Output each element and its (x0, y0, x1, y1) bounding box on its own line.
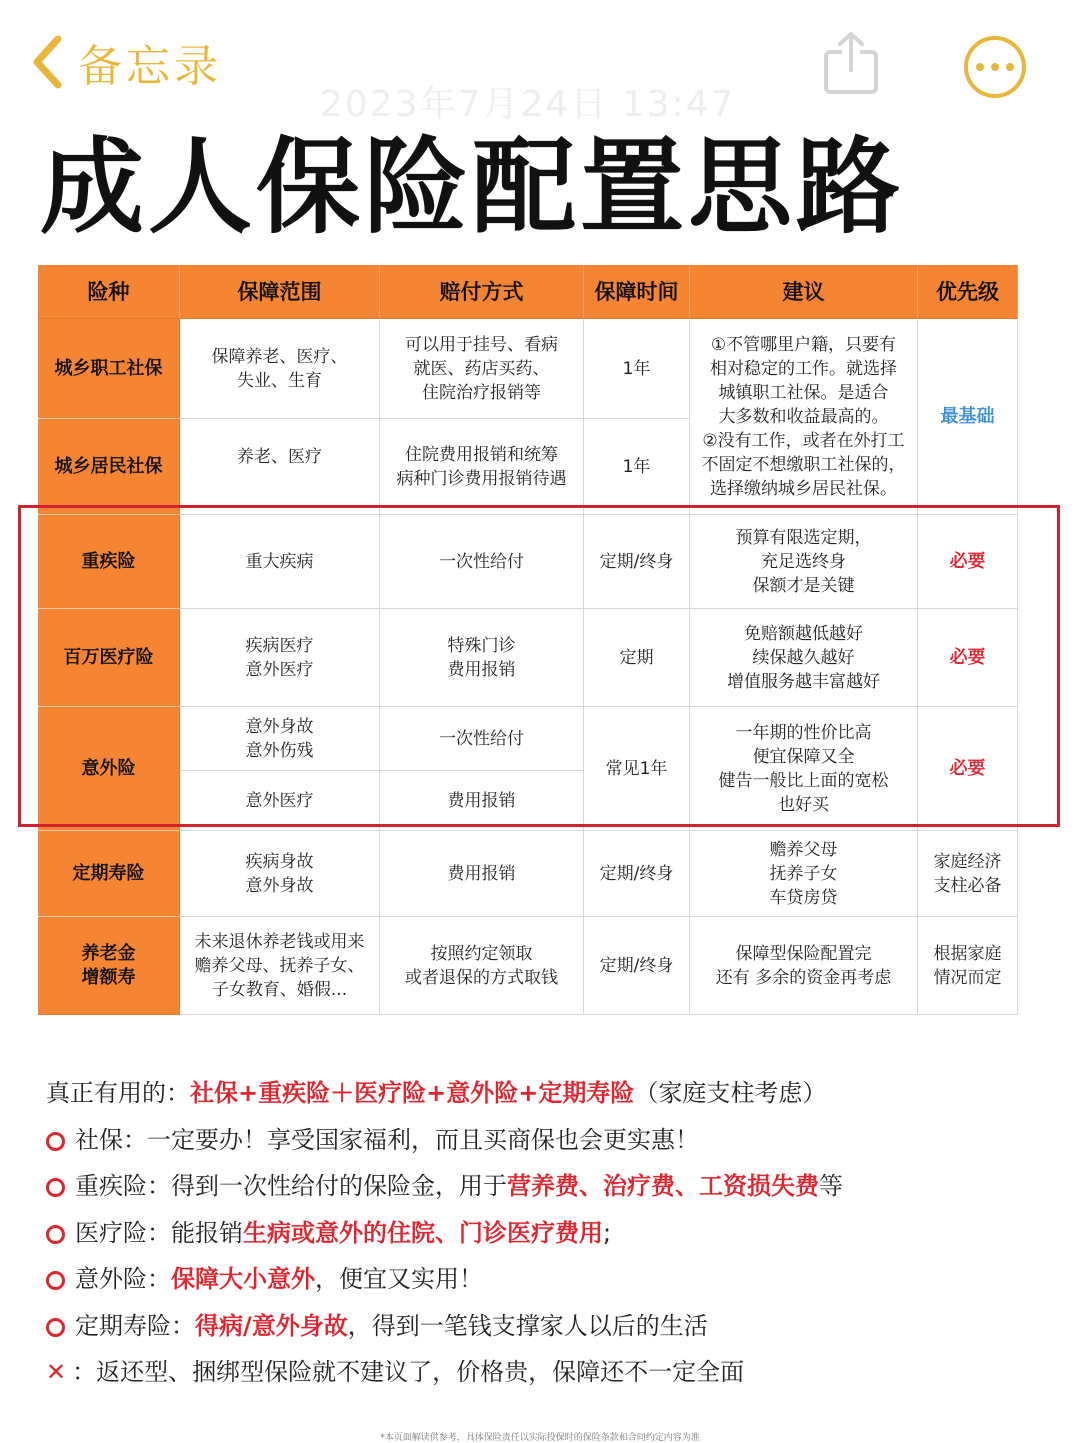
priority-cell: 根据家庭 情况而定 (918, 917, 1018, 1015)
dot-icon (991, 63, 999, 71)
row-header: 城乡居民社保 (38, 419, 180, 515)
table-cell: 定期/终身 (584, 831, 690, 917)
note-emphasis: 保障大小意外 (171, 1265, 315, 1293)
note-text: 社保：一定要办！享受国家福利，而且买商保也会更实惠！ (75, 1125, 699, 1154)
row-header: 百万医疗险 (38, 609, 180, 707)
table-cell: 预算有限选定期， 充足选终身 保额才是关键 (690, 515, 918, 609)
note-text: ; (603, 1218, 612, 1247)
priority-cell: 家庭经济 支柱必备 (918, 831, 1018, 917)
share-icon[interactable] (822, 30, 880, 96)
column-header: 险种 (38, 265, 180, 319)
social-advice-cell: ①不管哪里户籍，只要有 相对稳定的工作。就选择 城镇职工社保。是适合 大多数和收益最高的。 ②没有工作，或者在外打工 不固定不想缴职工社保的， 选择缴纳城乡居民社保。 (690, 319, 918, 515)
note-date: 2023年7月24日 13:47 (320, 84, 736, 125)
circle-icon (46, 1178, 65, 1197)
table-cell: 免赔额越低越好 续保越久越好 增值服务越丰富越好 (690, 609, 918, 707)
column-header: 建议 (690, 265, 918, 319)
summary-emphasis: 社保+重疾险＋医疗险+意外险+定期寿险 (190, 1079, 635, 1107)
table-cell: 定期/终身 (584, 917, 690, 1015)
row-header: 城乡职工社保 (38, 319, 180, 419)
table-cell: 意外身故 意外伤残 (180, 707, 380, 771)
table-cell: 赡养父母 抚养子女 车贷房贷 (690, 831, 918, 917)
column-header: 优先级 (918, 265, 1018, 319)
summary-prefix: 真正有用的： (46, 1079, 190, 1107)
note-emphasis: 得病/意外身故 (195, 1311, 348, 1340)
note-text: 等 (819, 1172, 843, 1200)
table-cell: 疾病医疗 意外医疗 (180, 609, 380, 707)
cross-icon: ✕ (46, 1358, 67, 1386)
row-header: 定期寿险 (38, 831, 180, 917)
table-cell: 费用报销 (380, 771, 584, 831)
column-header: 保障范围 (180, 265, 380, 319)
dot-icon (1006, 63, 1014, 71)
table-cell: 按照约定领取 或者退保的方式取钱 (380, 917, 584, 1015)
note-item (46, 1349, 1056, 1396)
note-emphasis: 生病或意外的住院、门诊医疗费用 (243, 1218, 603, 1247)
summary-suffix: （家庭支柱考虑） (634, 1079, 827, 1107)
table-cell: 费用报销 (380, 831, 584, 917)
priority-cell: 必要 (918, 515, 1018, 609)
row-header: 意外险 (38, 707, 180, 831)
circle-icon (46, 1271, 65, 1290)
row-header: 重疾险 (38, 515, 180, 609)
priority-cell: 最基础 (918, 319, 1018, 515)
table-cell: 重大疾病 (180, 515, 380, 609)
chevron-left-icon (30, 33, 64, 91)
column-header: 保障时间 (584, 265, 690, 319)
table-cell: 保障型保险配置完 还有 多余的资金再考虑 (690, 917, 918, 1015)
table-cell: 1年 (584, 319, 690, 419)
priority-cell: 必要 (918, 707, 1018, 831)
circle-icon (46, 1132, 65, 1151)
note-item (46, 1303, 1056, 1350)
table-cell: 特殊门诊 费用报销 (380, 609, 584, 707)
table-cell: 住院费用报销和统筹 病种门诊费用报销待遇 (380, 419, 584, 515)
note-item (46, 1117, 1056, 1164)
table-cell: 可以用于挂号、看病 就医、药店买药、 住院治疗报销等 (380, 319, 584, 419)
note-emphasis: 营养费、治疗费、工资损失费 (507, 1172, 819, 1200)
note-text: 医疗险：能报销 (75, 1218, 243, 1247)
table-cell: 一次性给付 (380, 515, 584, 609)
insurance-table (38, 265, 1018, 1015)
note-text: 重疾险：得到一次性给付的保险金，用于 (75, 1172, 507, 1200)
note-item (46, 1210, 1056, 1257)
table-cell: 保障养老、医疗、 失业、生育 (180, 319, 380, 419)
table-cell: 意外医疗 (180, 771, 380, 831)
table-cell: 未来退休养老钱或用来 赡养父母、抚养子女、 子女教育、婚假... (180, 917, 380, 1015)
notes-section (46, 1070, 1056, 1396)
note-text: 定期寿险： (75, 1311, 195, 1340)
back-label: 备忘录 (78, 41, 222, 92)
circle-icon (46, 1225, 65, 1244)
back-button[interactable] (30, 30, 222, 94)
table-cell: 一次性给付 (380, 707, 584, 771)
table-cell: 一年期的性价比高 便宜保障又全 健告一般比上面的宽松 也好买 (690, 707, 918, 831)
summary-line (46, 1070, 1056, 1117)
table-cell: 养老、医疗 (180, 419, 380, 515)
table-cell: 疾病身故 意外身故 (180, 831, 380, 917)
table-cell: 定期 (584, 609, 690, 707)
table-cell: 定期/终身 (584, 515, 690, 609)
note-text: ，得到一笔钱支撑家人以后的生活 (347, 1311, 708, 1340)
table-cell: 常见1年 (584, 707, 690, 831)
priority-cell: 必要 (918, 609, 1018, 707)
column-header: 赔付方式 (380, 265, 584, 319)
note-text: 意外险： (75, 1265, 171, 1293)
dot-icon (976, 63, 984, 71)
row-header: 养老金 增额寿 (38, 917, 180, 1015)
note-text: ，便宜又实用！ (315, 1265, 483, 1293)
navigation-bar (0, 0, 1080, 130)
page-title: 成人保险配置思路 (40, 126, 905, 248)
note-item (46, 1163, 1056, 1210)
footer-disclaimer: *本页面解读供参考，具体保险责任以实际投保时的保险条款和合同约定内容为准 (380, 1433, 700, 1443)
circle-icon (46, 1318, 65, 1337)
more-options-button[interactable] (964, 36, 1026, 98)
table-cell: 1年 (584, 419, 690, 515)
note-text: ：返还型、捆绑型保险就不建议了，价格贵，保障还不一定全面 (72, 1358, 745, 1386)
note-item (46, 1256, 1056, 1303)
